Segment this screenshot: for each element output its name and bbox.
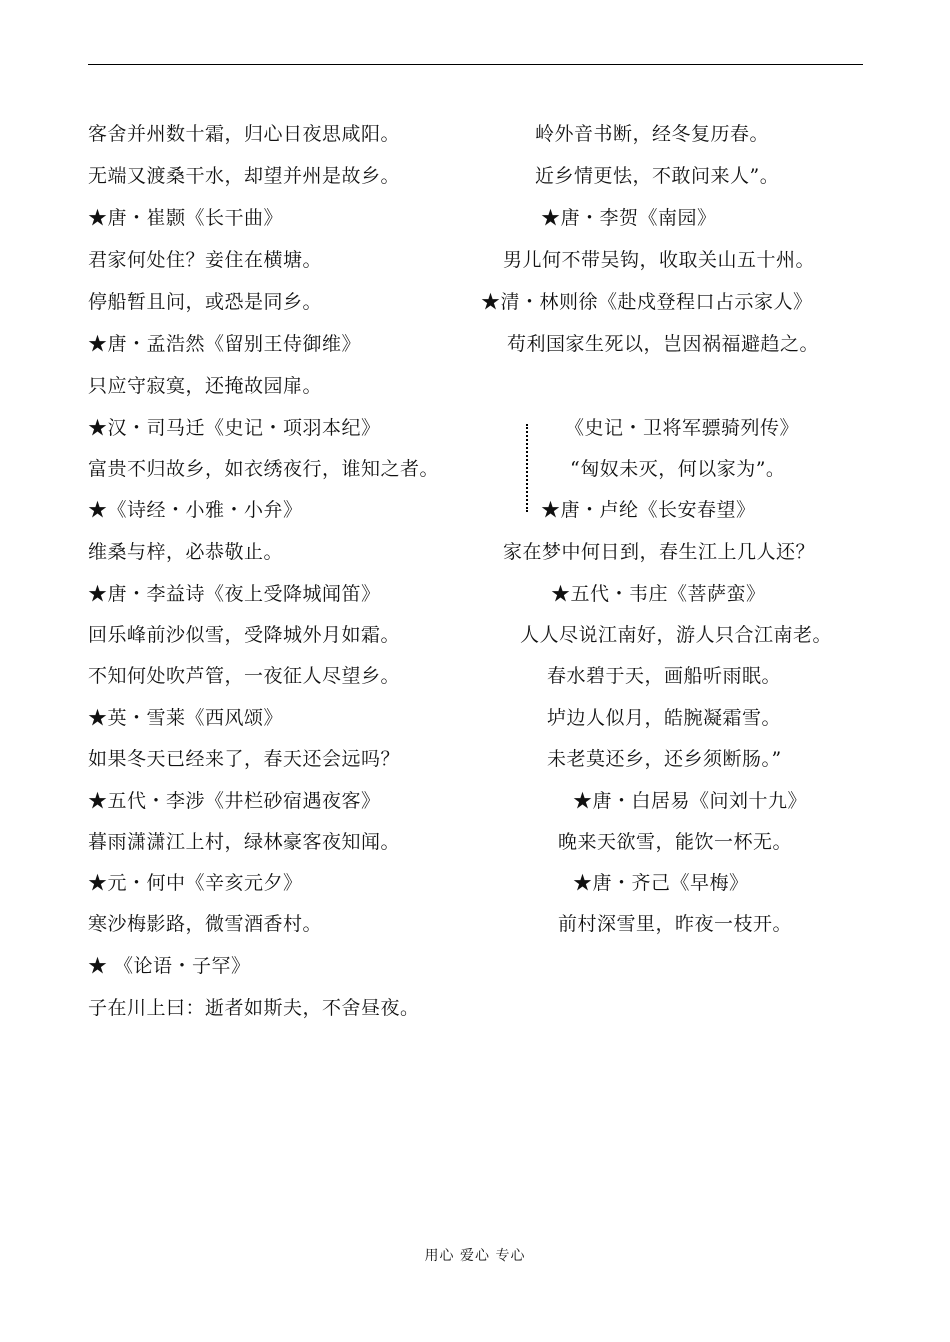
left-line-6: 富贵不归故乡，如衣绣夜行，谁知之者。 — [88, 458, 440, 480]
left-line-3: 君家何处住？妾住在横塘。 — [88, 249, 323, 271]
left-heading-5: ★唐・李益诗《夜上受降城闻笛》 — [88, 583, 381, 605]
left-line-7: 维桑与梓，必恭敬止。 — [88, 541, 284, 563]
left-line-8: 回乐峰前沙似雪，受降城外月如霜。 — [88, 624, 401, 646]
left-heading-9: ★ 《论语・子罕》 — [88, 955, 251, 977]
right-heading-1: ★唐・李贺《南园》 — [541, 207, 717, 229]
left-heading-7: ★五代・李涉《井栏砂宿遇夜客》 — [88, 790, 381, 812]
header-rule — [88, 64, 863, 65]
left-line-4: 停船暂且问，或恐是同乡。 — [88, 291, 323, 313]
right-line-8: 人人尽说江南好，游人只合江南老。 — [520, 624, 833, 646]
left-line-12: 寒沙梅影路，微雪酒香村。 — [88, 913, 323, 935]
left-heading-2: ★唐・孟浩然《留别王侍御维》 — [88, 333, 362, 355]
left-line-5: 只应守寂寞，还掩故园扉。 — [88, 375, 323, 397]
left-heading-1: ★唐・崔颢《长干曲》 — [88, 207, 284, 229]
right-line-12: 晚来天欲雪，能饮一杯无。 — [558, 831, 793, 853]
right-line-5: 《史记・卫将军骠骑列传》 — [565, 417, 800, 439]
right-line-11: 未老莫还乡，还乡须断肠。” — [547, 748, 782, 770]
left-line-13: 子在川上曰：逝者如斯夫，不舍昼夜。 — [88, 997, 420, 1019]
right-line-2: 近乡情更怯，不敢问来人”。 — [535, 165, 780, 187]
left-line-2: 无端又渡桑干水，却望并州是故乡。 — [88, 165, 401, 187]
left-heading-3: ★汉・司马迁《史记・项羽本纪》 — [88, 417, 381, 439]
left-line-1: 客舍并州数十霜，归心日夜思咸阳。 — [88, 123, 401, 145]
right-line-1: 岭外音书断，经冬复历春。 — [535, 123, 770, 145]
right-line-3: 男儿何不带吴钩，收取关山五十州。 — [503, 249, 816, 271]
right-line-6: “匈奴未灭，何以家为”。 — [570, 458, 786, 480]
left-line-10: 如果冬天已经来了，春天还会远吗？ — [88, 748, 401, 770]
right-line-10: 垆边人似月，皓腕凝霜雪。 — [547, 707, 782, 729]
right-line-9: 春水碧于天，画船听雨眠。 — [547, 665, 782, 687]
right-heading-6: ★唐・齐己《早梅》 — [573, 872, 749, 894]
right-heading-5: ★唐・白居易《问刘十九》 — [573, 790, 808, 812]
left-line-9: 不知何处吹芦管，一夜征人尽望乡。 — [88, 665, 401, 687]
page-footer: 用心 爱心 专心 — [424, 1248, 526, 1264]
right-line-13: 前村深雪里，昨夜一枝开。 — [558, 913, 793, 935]
right-heading-4: ★五代・韦庄《菩萨蛮》 — [551, 583, 766, 605]
left-heading-8: ★元・何中《辛亥元夕》 — [88, 872, 303, 894]
left-heading-6: ★英・雪莱《西风颂》 — [88, 707, 284, 729]
right-heading-2: ★清・林则徐《赴戍登程口占示家人》 — [481, 291, 813, 313]
left-heading-4: ★《诗经・小雅・小弁》 — [88, 499, 303, 521]
right-line-4: 苟利国家生死以，岂因祸福避趋之。 — [507, 333, 820, 355]
right-line-7: 家在梦中何日到，春生江上几人还？ — [503, 541, 816, 563]
right-heading-3: ★唐・卢纶《长安春望》 — [541, 499, 756, 521]
dotted-divider — [526, 424, 528, 512]
left-line-11: 暮雨潇潇江上村，绿林豪客夜知闻。 — [88, 831, 401, 853]
